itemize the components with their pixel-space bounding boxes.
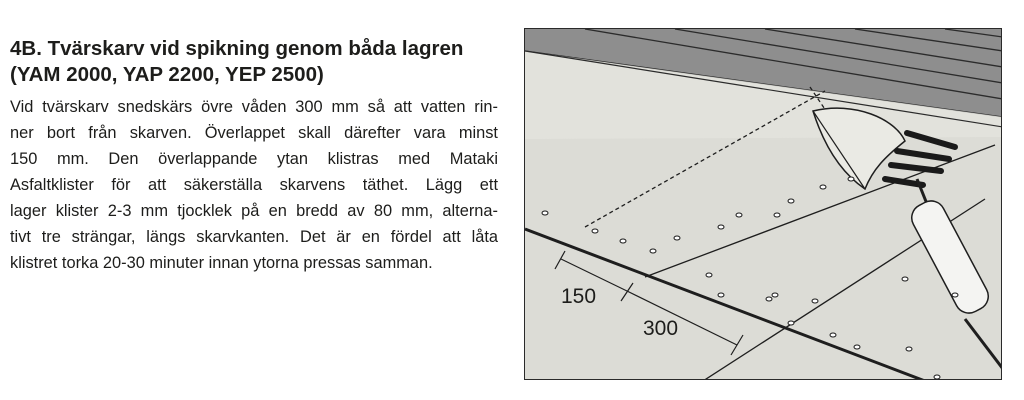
heading-line-2: (YAM 2000, YAP 2200, YEP 2500) <box>10 63 324 86</box>
heading-line-1: 4B. Tvärskarv vid spikning genom båda lagren <box>10 37 464 60</box>
body-line: tivt tre strängar, längs skarvkanten. Det är en fördel att låta <box>10 228 498 246</box>
illustration-svg <box>525 29 1002 380</box>
dimension-label-150: 150 <box>561 285 597 308</box>
text-column <box>10 36 498 276</box>
body-line: Asfaltklister för att säkerställa skarvens täthet. Lägg ett <box>10 176 498 194</box>
body-line: 150 mm. Den överlappande ytan klistras med Mataki <box>10 150 498 168</box>
roofing-illustration <box>524 28 1002 380</box>
body-line: Vid tvärskarv snedskärs övre våden 300 mm så att vatten rin- <box>10 98 498 116</box>
body-line: lager klister 2-3 mm tjocklek på en bredd av 80 mm, alterna- <box>10 202 498 220</box>
section-heading <box>10 36 498 88</box>
body-line: ner bort från skarven. Överlappet skall därefter vara minst <box>10 124 498 142</box>
body-paragraph <box>10 94 498 276</box>
dimension-label-300: 300 <box>643 317 679 340</box>
body-line: klistret torka 20-30 minuter innan ytorna pressas samman. <box>10 254 433 272</box>
